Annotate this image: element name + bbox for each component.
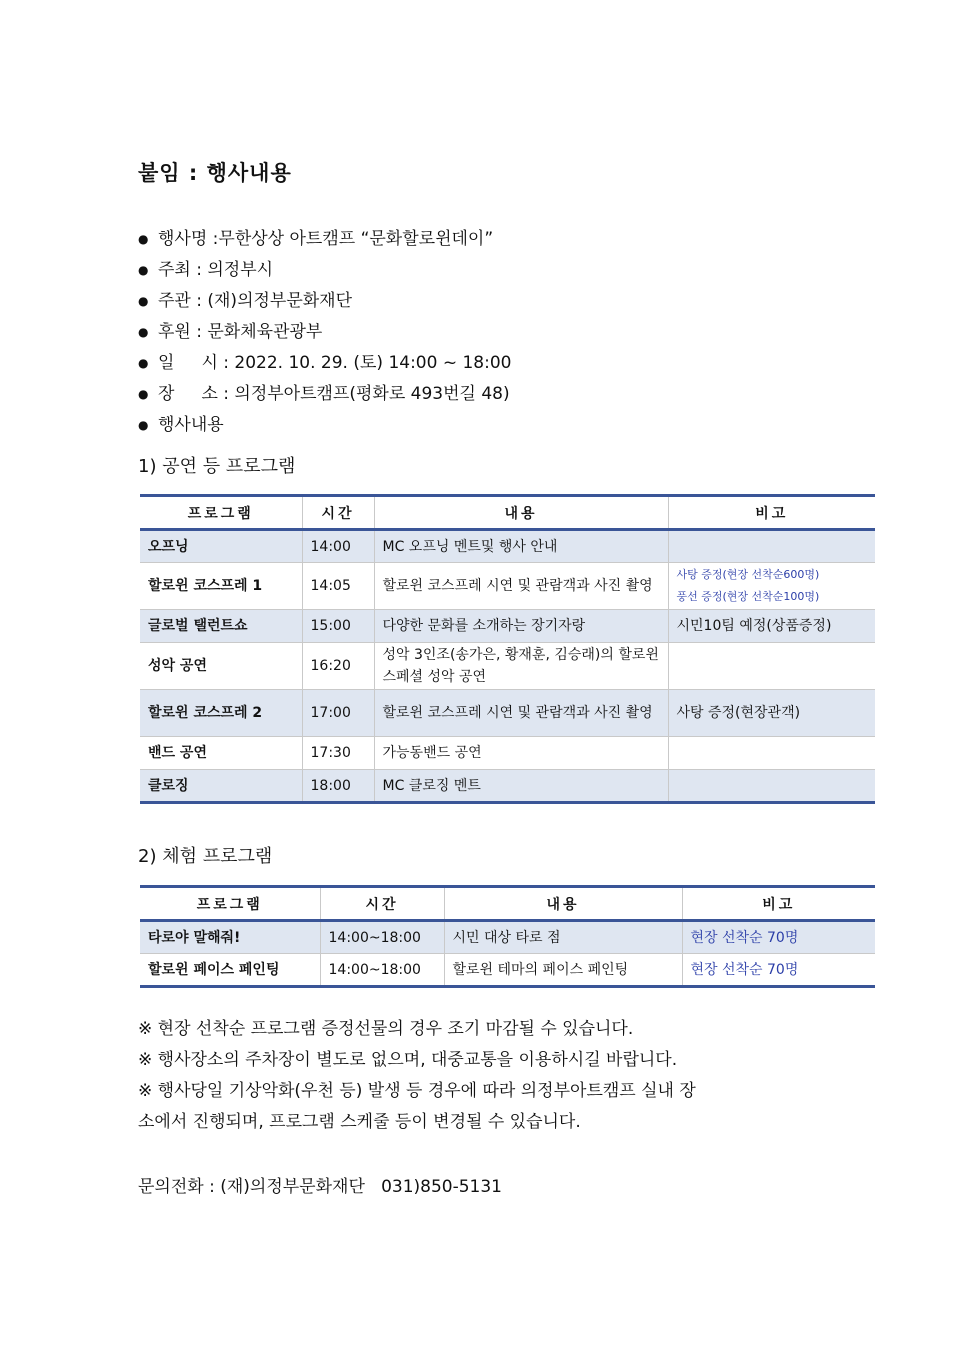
list-item (138, 224, 511, 255)
table-row (140, 690, 875, 737)
content-cell: 할로윈 테마의 페이스 페인팅 (444, 954, 682, 987)
page-title: 붙임 : 행사내용 (138, 161, 292, 185)
content-cell: 할로윈 코스프레 시연 및 관람객과 사진 촬영 (374, 563, 668, 610)
event-info-list (138, 224, 511, 441)
experience-program-table (140, 885, 875, 988)
notice-line: ※ 행사장소의 주차장이 별도로 없으며, 대중교통을 이용하시길 바랍니다. (138, 1050, 678, 1070)
section-title-experiences: 2) 체험 프로그램 (138, 846, 273, 867)
content-cell: 시민 대상 타로 점 (444, 921, 682, 954)
list-item (138, 286, 511, 317)
bullet-icon: ● (138, 418, 149, 432)
time-cell: 17:30 (302, 737, 374, 770)
table-row (140, 610, 875, 643)
bullet-icon: ● (138, 263, 149, 277)
notice-line: ※ 행사당일 기상악화(우천 등) 발생 등 경우에 따라 의정부아트캠프 실내 장 (138, 1081, 696, 1101)
table-row (140, 530, 875, 563)
column-header-content: 내용 (444, 887, 682, 921)
time-cell: 14:00 (302, 530, 374, 563)
time-cell: 16:20 (302, 643, 374, 690)
note-cell (668, 770, 875, 803)
note-cell: 현장 선착순 70명 (682, 954, 875, 987)
note-cell (668, 530, 875, 563)
table-row (140, 921, 875, 954)
info-text: 장 소 : 의정부아트캠프(평화로 493번길 48) (158, 384, 510, 404)
content-cell: 다양한 문화를 소개하는 장기자랑 (374, 610, 668, 643)
table-header-row (140, 887, 875, 921)
column-header-content: 내용 (374, 496, 668, 530)
table-row (140, 563, 875, 610)
time-cell: 14:00~18:00 (320, 921, 444, 954)
table-header-row (140, 496, 875, 530)
table-row (140, 643, 875, 690)
program-cell: 밴드 공연 (140, 737, 302, 770)
info-text: 일 시 : 2022. 10. 29. (토) 14:00 ~ 18:00 (158, 353, 512, 373)
bullet-icon: ● (138, 325, 149, 339)
notice-line: ※ 현장 선착순 프로그램 증정선물의 경우 조기 마감될 수 있습니다. (138, 1019, 634, 1039)
table-row (140, 770, 875, 803)
info-text: 주최 : 의정부시 (158, 260, 274, 280)
table-row (140, 954, 875, 987)
bullet-icon: ● (138, 232, 149, 246)
note-cell (668, 563, 875, 610)
time-cell: 17:00 (302, 690, 374, 737)
bullet-icon: ● (138, 294, 149, 308)
note-cell (668, 737, 875, 770)
column-header-note: 비고 (682, 887, 875, 921)
note-line: 사탕 증정(현장 선착순600명) (676, 568, 820, 581)
note-cell: 시민10팀 예정(상품증정) (668, 610, 875, 643)
info-text: 주관 : (재)의정부문화재단 (158, 291, 353, 311)
program-cell: 타로야 말해줘! (140, 921, 320, 954)
program-cell: 할로윈 코스프레 1 (140, 563, 302, 610)
content-cell: 가능동밴드 공연 (374, 737, 668, 770)
content-cell: 성악 3인조(송가은, 황재훈, 김승래)의 할로윈 스페셜 성악 공연 (374, 643, 668, 690)
list-item (138, 379, 511, 410)
program-cell: 클로징 (140, 770, 302, 803)
column-header-program: 프로그램 (140, 496, 302, 530)
info-text: 행사내용 (158, 415, 224, 435)
note-cell (668, 643, 875, 690)
bullet-icon: ● (138, 356, 149, 370)
info-text: 후원 : 문화체육관광부 (158, 322, 323, 342)
section-title-performances: 1) 공연 등 프로그램 (138, 456, 296, 477)
program-cell: 할로윈 코스프레 2 (140, 690, 302, 737)
bullet-icon: ● (138, 387, 149, 401)
list-item (138, 348, 511, 379)
notice-block (138, 1014, 696, 1138)
list-item (138, 410, 511, 441)
performance-program-table (140, 494, 875, 804)
content-cell: MC 클로징 멘트 (374, 770, 668, 803)
content-cell: 할로윈 코스프레 시연 및 관람객과 사진 촬영 (374, 690, 668, 737)
list-item (138, 255, 511, 286)
time-cell: 14:00~18:00 (320, 954, 444, 987)
program-cell: 할로윈 페이스 페인팅 (140, 954, 320, 987)
column-header-time: 시간 (320, 887, 444, 921)
program-cell: 성악 공연 (140, 643, 302, 690)
program-cell: 글로벌 탤런트쇼 (140, 610, 302, 643)
note-line: 풍선 증정(현장 선착순100명) (676, 590, 820, 603)
time-cell: 15:00 (302, 610, 374, 643)
list-item (138, 317, 511, 348)
program-cell: 오프닝 (140, 530, 302, 563)
notice-line: 소에서 진행되며, 프로그램 스케줄 등이 변경될 수 있습니다. (138, 1112, 581, 1132)
content-cell: MC 오프닝 멘트및 행사 안내 (374, 530, 668, 563)
time-cell: 14:05 (302, 563, 374, 610)
time-cell: 18:00 (302, 770, 374, 803)
table-row (140, 737, 875, 770)
info-text: 행사명 :무한상상 아트캠프 “문화할로윈데이” (158, 229, 494, 249)
note-cell: 현장 선착순 70명 (682, 921, 875, 954)
column-header-program: 프로그램 (140, 887, 320, 921)
column-header-note: 비고 (668, 496, 875, 530)
contact-info: 문의전화 : (재)의정부문화재단 031)850-5131 (138, 1177, 503, 1197)
column-header-time: 시간 (302, 496, 374, 530)
note-cell: 사탕 증정(현장관객) (668, 690, 875, 737)
